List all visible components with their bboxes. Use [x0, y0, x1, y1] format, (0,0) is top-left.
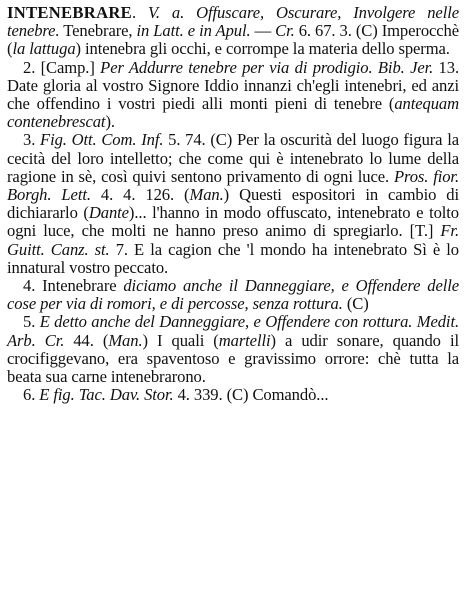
italic-text: Fig. Ott. Com. Inf.	[40, 130, 164, 150]
italic-text: in Latt. e in Apul.	[136, 21, 251, 41]
dictionary-entry	[7, 4, 459, 404]
italic-text: diciamo anche il Danneggiare, e Offendere delle cose per via di romori, e di percosse, senza rottura.	[7, 276, 460, 314]
roman-text: ) I quali (	[142, 330, 219, 350]
sense-6-figurative-tacitus	[7, 386, 459, 404]
headword: INTENEBRARE	[7, 3, 133, 22]
roman-text: ) Questi espositori in cambio di dichiararlo (	[7, 185, 459, 223]
roman-text: (C)	[342, 294, 369, 314]
italic-text: antequam contenebrescat	[7, 94, 459, 132]
roman-text: .	[132, 3, 149, 22]
italic-text: E detto anche del Danneggiare, e Offendere con rottura. Medit. Arb. Cr.	[7, 312, 460, 350]
italic-text: V. a. Offuscare, Oscurare, Involgere nelle tenebre.	[7, 3, 459, 41]
sense-3-figurative	[7, 131, 459, 277]
roman-text: 6. 67. 3. (C) Imperocchè (	[7, 21, 460, 59]
italic-text: Man.	[108, 330, 143, 350]
roman-text: )... l'hanno in modo offuscato, intenebrato e tolto ogni luce, che molti ne hanno preso animo di spregiarlo. [T.]	[7, 203, 459, 241]
roman-text: ) a udir sonare, quando il crocifiggevano, era spaventoso e gravissimo orrore: chè tutta la beata sua carne intenebrarono.	[7, 330, 459, 387]
roman-text: 4. 339. (C) Comandò...	[173, 385, 329, 405]
italic-text: Cr.	[275, 21, 295, 41]
roman-text: 44. (	[64, 330, 109, 350]
roman-text: 4. 4. 126. (	[90, 185, 190, 205]
entry-definition	[7, 4, 459, 59]
italic-text: Dante	[88, 203, 129, 223]
roman-text: 4. Intenebrare	[23, 276, 124, 296]
sense-4-damage-noise	[7, 277, 459, 313]
roman-text: ) intenebra gli occhi, e corrompe la materia dello sperma.	[75, 39, 450, 59]
roman-text: 3.	[23, 130, 41, 150]
sense-5-damage-breaking	[7, 313, 459, 386]
sense-2-prodigy	[7, 59, 459, 132]
roman-text: ).	[105, 112, 115, 132]
italic-text: Pros. fior. Borgh. Lett.	[7, 166, 459, 205]
italic-text: E fig. Tac. Dav. Stor.	[39, 385, 174, 405]
italic-text: Man.	[189, 185, 224, 205]
roman-text: 13. Date gloria al vostro Signore Iddio innanzi ch'egli intenebri, ed anzi che offendino i vostri piedi alli monti pieni di tenebre (	[7, 57, 459, 114]
roman-text: —	[250, 21, 276, 41]
roman-text: 2. [Camp.]	[23, 57, 101, 77]
italic-text: Fr. Guitt. Canz. st.	[7, 221, 459, 259]
roman-text: 6.	[23, 385, 40, 405]
roman-text: 7. E la cagion che 'l mondo ha intenebrato Sì è lo innatural vostro peccato.	[7, 239, 459, 277]
roman-text: 5. 74. (C) Per la oscurità del luogo figura la cecità del loro intelletto; che come qui è intenebrato lo lume della ragione in sè, così quivi sentono privamento di ogni luce.	[7, 130, 459, 186]
italic-text: Per Addurre tenebre per via di prodigio. Bib. Jer.	[100, 57, 434, 77]
italic-text: la lattuga	[12, 39, 76, 59]
roman-text: Tenebrare,	[59, 21, 137, 41]
roman-text: 5.	[23, 312, 40, 332]
italic-text: martelli	[218, 330, 271, 350]
